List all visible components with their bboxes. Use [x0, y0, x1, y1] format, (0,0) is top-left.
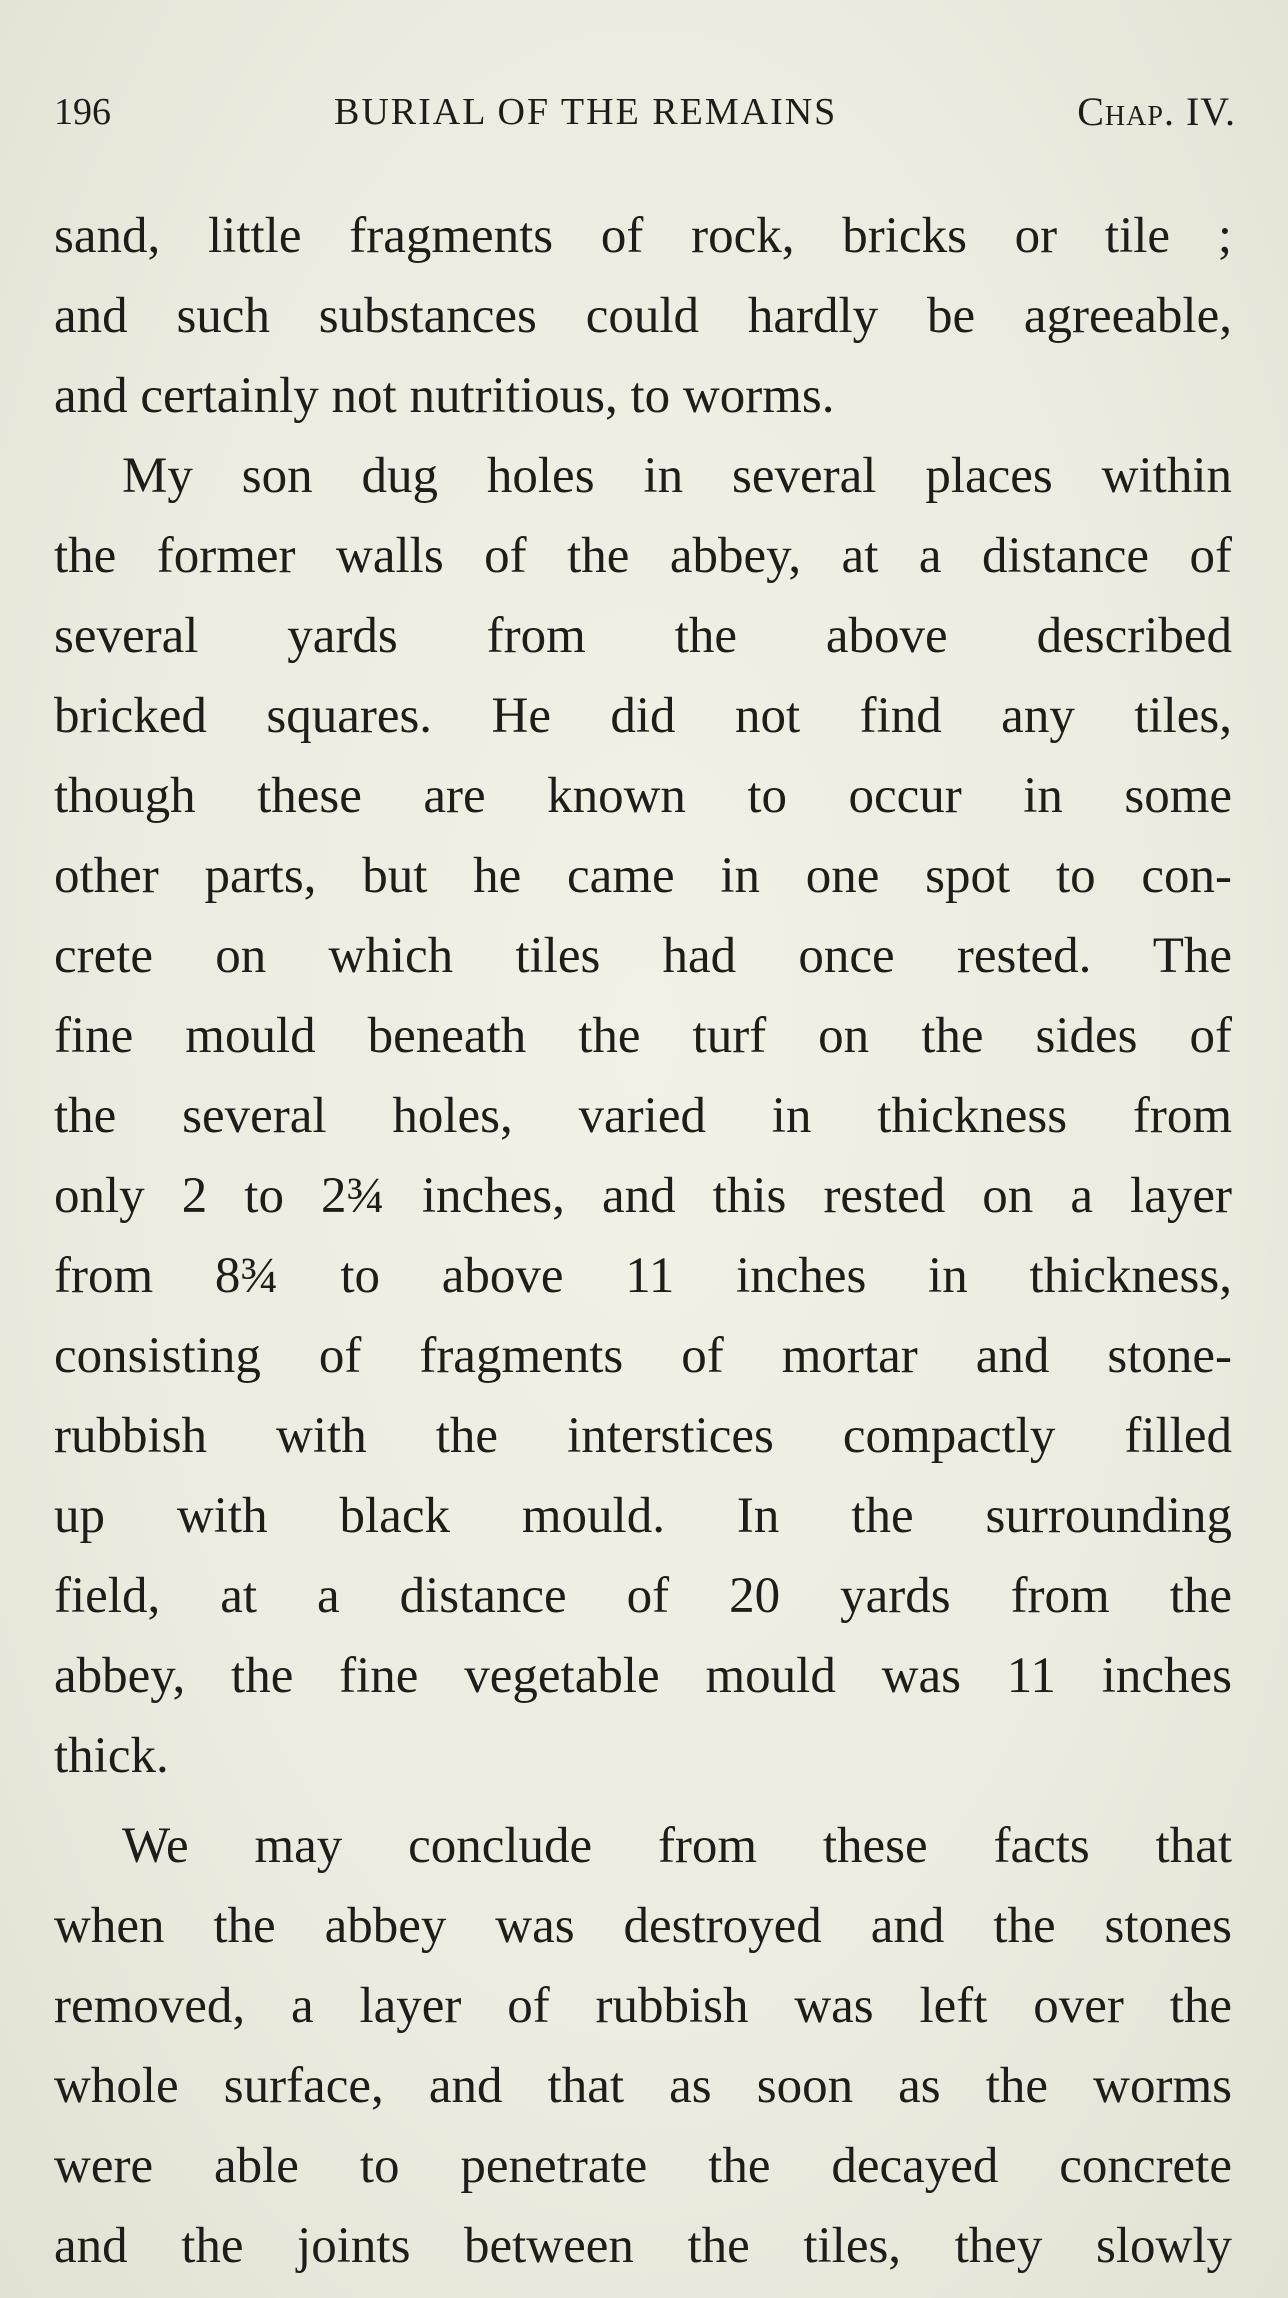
paragraph [54, 1806, 1232, 2286]
text-line: fine mould beneath the turf on the sides of [54, 1008, 1232, 1064]
text-line: crete on which tiles had once rested. The [54, 928, 1232, 984]
text-line: though these are known to occur in some [54, 768, 1232, 824]
text-line: the several holes, varied in thickness from [54, 1088, 1232, 1144]
text-line: and such substances could hardly be agreeable, [54, 288, 1232, 344]
text-line: and the joints between the tiles, they slowly [54, 2218, 1232, 2274]
text-line: the former walls of the abbey, at a distance of [54, 528, 1232, 584]
text-line: We may conclude from these facts that [122, 1818, 1232, 1874]
text-line: other parts, but he came in one spot to con- [54, 848, 1232, 904]
text-line: removed, a layer of rubbish was left over the [54, 1978, 1232, 2034]
text-line: My son dug holes in several places within [122, 448, 1232, 504]
body-text [54, 196, 1232, 2286]
text-line: when the abbey was destroyed and the stones [54, 1898, 1232, 1954]
text-line: from 8¾ to above 11 inches in thickness, [54, 1248, 1232, 1304]
running-title: BURIAL OF THE REMAINS [334, 91, 838, 133]
text-line: sand, little fragments of rock, bricks or tile ; [54, 208, 1232, 264]
paragraph [54, 436, 1232, 1796]
text-line: rubbish with the interstices compactly filled [54, 1408, 1232, 1464]
text-line: abbey, the fine vegetable mould was 11 inches [54, 1648, 1232, 1704]
running-head [54, 82, 1236, 142]
text-line: bricked squares. He did not find any tiles, [54, 688, 1232, 744]
text-line: whole surface, and that as soon as the worms [54, 2058, 1232, 2114]
text-line: were able to penetrate the decayed concrete [54, 2138, 1232, 2194]
text-line: field, at a distance of 20 yards from the [54, 1568, 1232, 1624]
text-line: thick. [54, 1728, 169, 1784]
text-line: only 2 to 2¾ inches, and this rested on a layer [54, 1168, 1232, 1224]
chapter-label: Chap. IV. [1077, 89, 1236, 134]
text-line: several yards from the above described [54, 608, 1232, 664]
text-line: consisting of fragments of mortar and stone- [54, 1328, 1232, 1384]
text-line: up with black mould. In the surrounding [54, 1488, 1232, 1544]
text-line: and certainly not nutritious, to worms. [54, 368, 835, 424]
paragraph [54, 196, 1232, 436]
page-number: 196 [54, 91, 111, 133]
